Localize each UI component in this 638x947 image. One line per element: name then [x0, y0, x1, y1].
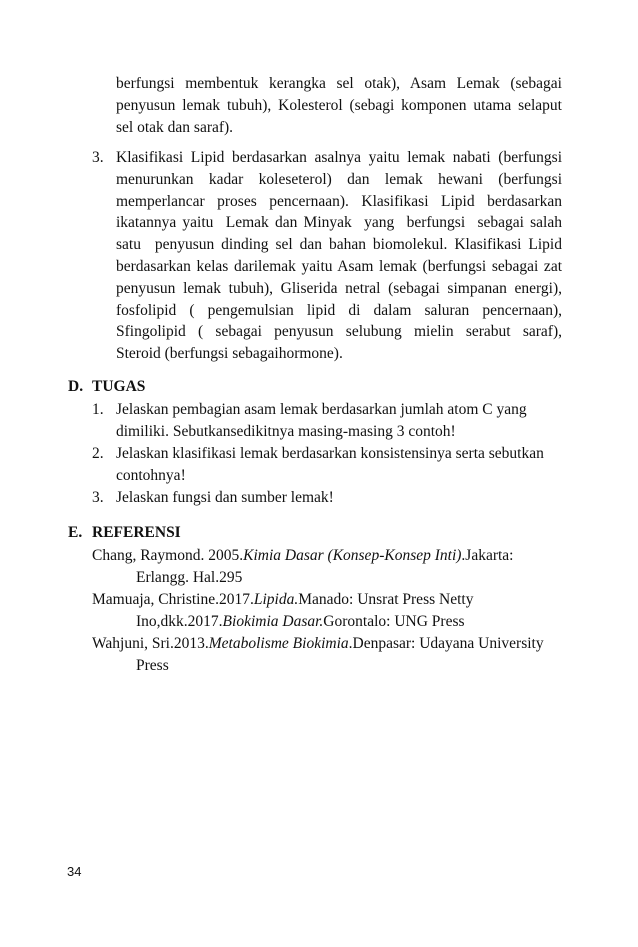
- section-letter: D.: [68, 378, 84, 395]
- ref-publisher: .Jakarta:: [461, 547, 514, 564]
- text-line: Steroid (berfungsi sebagaihormone).: [116, 345, 343, 363]
- section-heading-tugas: [68, 376, 145, 398]
- text-line: Jelaskan pembagian asam lemak berdasarkan jumlah atom C yang: [116, 401, 527, 418]
- text-line: memperlancar proses pencernaan). Klasifikasi Lipid berdasarkan: [116, 192, 562, 210]
- ref-title: Kimia Dasar (Konsep-Konsep Inti): [243, 547, 462, 564]
- ref-author-year: Mamuaja, Christine.2017.: [92, 591, 254, 608]
- continued-paragraph: [116, 73, 562, 138]
- text-line: Sfingolipid ( sebagai penyusun selubung mielin serabut saraf),: [116, 323, 562, 341]
- ref-publisher: Manado: Unsrat Press Netty: [298, 591, 474, 608]
- reference-entry-1: [92, 545, 562, 589]
- text-line: penyusun lemak tubuh), Kolesterol (sebagi komponen utama selaput: [116, 96, 562, 114]
- ref-title: Biokimia Dasar.: [222, 613, 324, 630]
- ref-author-year: Ino,dkk.2017.: [136, 613, 223, 630]
- text-line: sel otak dan saraf).: [116, 118, 234, 136]
- ref-author-year: Chang, Raymond. 2005.: [92, 547, 244, 564]
- ref-title: Lipida.: [253, 591, 299, 608]
- ref-publisher: Gorontalo: UNG Press: [323, 613, 465, 630]
- section-heading-referensi: [68, 522, 181, 544]
- text-line: berdasarkan kelas darilemak yaitu Asam lemak (berfungsi sebagai zat: [116, 257, 562, 275]
- ref-continuation: Press: [136, 656, 169, 674]
- list-item-body: [116, 147, 562, 365]
- list-number: 1.: [92, 401, 104, 418]
- text-line: fosfolipid ( pengemulsian lipid di dalam saluran pencernaan),: [116, 301, 562, 319]
- text-line: penyusun lemak tubuh), Gliserida netral (sebagai simpanan energi),: [116, 279, 562, 297]
- list-item-body: [116, 443, 572, 487]
- text-line: Jelaskan klasifikasi lemak berdasarkan konsistensinya serta sebutkan: [116, 445, 544, 462]
- text-line: contohnya!: [116, 466, 186, 484]
- text-line: berfungsi membentuk kerangka sel otak), Asam Lemak (sebagai: [116, 75, 562, 92]
- reference-entry-3: [92, 611, 562, 633]
- ref-title: Metabolisme Biokimia: [208, 635, 349, 652]
- ref-continuation: Erlangg. Hal.295: [136, 568, 243, 586]
- list-number: 3.: [92, 149, 104, 166]
- list-item-body: [116, 487, 572, 509]
- reference-entry-4: [92, 633, 562, 677]
- section-title: REFERENSI: [92, 524, 181, 541]
- text-line: ikatannya yaitu Lemak dan Minyak yang berfungsi sebagai salah: [116, 214, 562, 232]
- text-line: satu penyusun dinding sel dan bahan biomolekul. Klasifikasi Lipid: [116, 236, 562, 254]
- reference-entry-2: [92, 589, 562, 611]
- section-title: TUGAS: [92, 378, 146, 395]
- list-number: 3.: [92, 489, 104, 506]
- list-item-body: [116, 399, 572, 443]
- text-line: dimiliki. Sebutkansedikitnya masing-masing 3 contoh!: [116, 422, 456, 440]
- text-line: Klasifikasi Lipid berdasarkan asalnya yaitu lemak nabati (berfungsi: [116, 149, 562, 166]
- text-line: menurunkan kadar koleseterol) dan lemak hewani (berfungsi: [116, 170, 562, 188]
- section-letter: E.: [68, 524, 83, 541]
- list-number: 2.: [92, 445, 104, 462]
- text-line: Jelaskan fungsi dan sumber lemak!: [116, 489, 334, 506]
- page-number: 34: [67, 864, 82, 879]
- ref-publisher: .Denpasar: Udayana University: [348, 635, 544, 652]
- ref-author-year: Wahjuni, Sri.2013.: [92, 635, 209, 652]
